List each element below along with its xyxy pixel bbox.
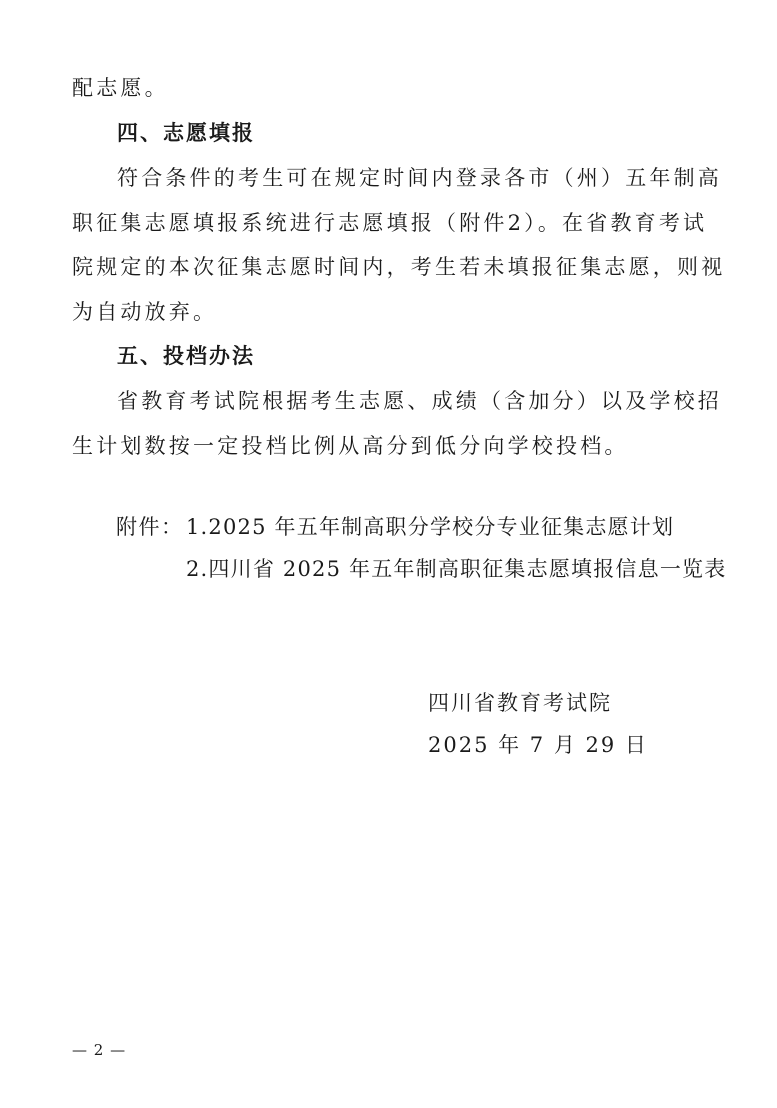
paragraph-line: 为自动放弃。 (72, 300, 218, 324)
paragraph-line: 符合条件的考生可在规定时间内登录各市（州）五年制高 (117, 166, 722, 190)
paragraph-line: 生计划数按一定投档比例从高分到低分向学校投档。 (72, 434, 629, 458)
paragraph-line: 职征集志愿填报系统进行志愿填报（附件2）。在省教育考试 (72, 211, 708, 235)
paragraph-continuation: 配志愿。 (72, 76, 169, 100)
attachment-item-2: 2.四川省 2025 年五年制高职征集志愿填报信息一览表 (186, 557, 727, 581)
section-heading-5: 五、投档办法 (117, 344, 255, 368)
attachment-item-1: 1.2025 年五年制高职分学校分专业征集志愿计划 (186, 515, 675, 539)
issuing-organization: 四川省教育考试院 (428, 691, 612, 715)
section-heading-4: 四、志愿填报 (117, 121, 255, 145)
paragraph-line: 省教育考试院根据考生志愿、成绩（含加分）以及学校招 (117, 389, 722, 413)
paragraph-line: 院规定的本次征集志愿时间内，考生若未填报征集志愿，则视 (72, 255, 726, 279)
issue-date: 2025 年 7 月 29 日 (428, 733, 648, 757)
page-number: — 2 — (72, 1041, 127, 1059)
attachments-label: 附件： (116, 515, 184, 539)
